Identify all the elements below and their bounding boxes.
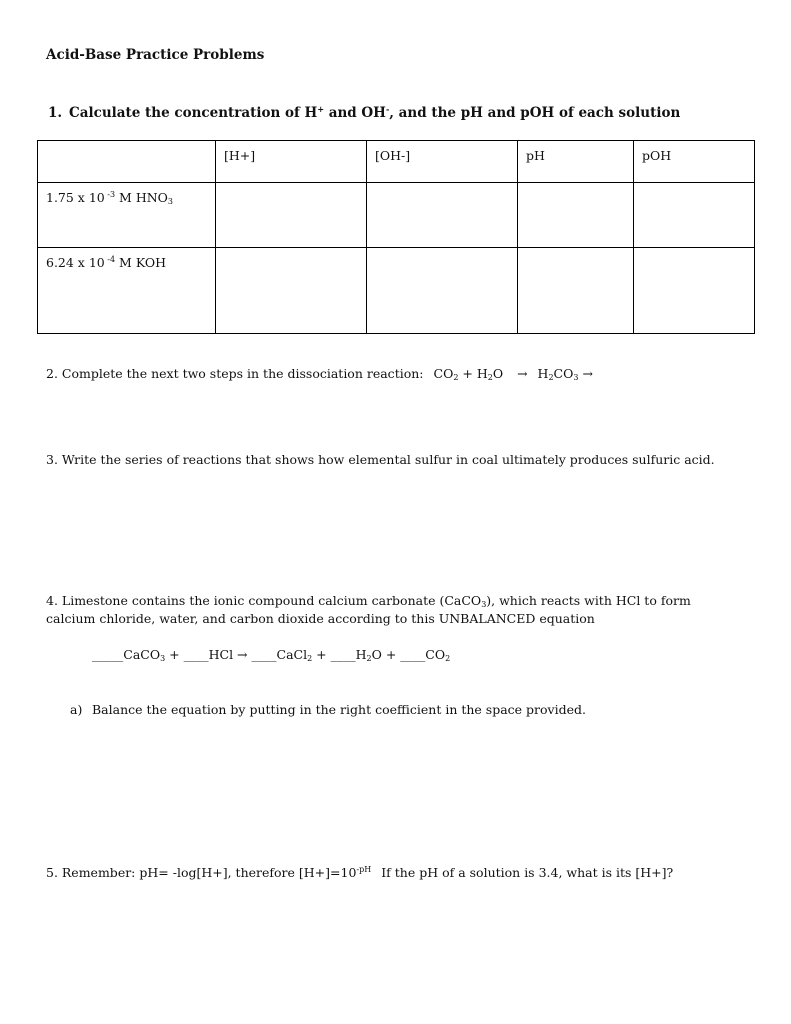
solution-label: 1.75 x 10 $^{-3}$ M $HNO_3$	[38, 183, 216, 248]
answer-cell[interactable]	[216, 183, 367, 248]
table-header-cell: [H+]	[216, 141, 367, 183]
answer-cell[interactable]	[518, 183, 634, 248]
answer-cell[interactable]	[518, 248, 634, 334]
question-1-number: 1.	[48, 105, 63, 121]
table-row	[38, 183, 755, 248]
question-1-text-a: Calculate the concentration of H	[69, 105, 318, 121]
arrow-icon: →	[517, 366, 528, 381]
unbalanced-equation: _____CaCO$_3$ + ____HCl → ____CaCl$_2$ + $\_\_\_\_H_2O$ + $\_\_\_\_CO_2$	[92, 647, 451, 663]
table-header-cell: pH	[518, 141, 634, 183]
page-title: Acid-Base Practice Problems	[46, 47, 265, 63]
question-4-line-2: calcium chloride, water, and carbon dioxide according to this UNBALANCED equation	[46, 611, 595, 626]
question-4a: a) Balance the equation by putting in the right coefficient in the space provided.	[70, 702, 586, 717]
solution-label: 6.24 x 10 $^{-4}$ M KOH	[38, 248, 216, 334]
table-header-cell: pOH	[634, 141, 755, 183]
table-header-cell: [OH-]	[367, 141, 518, 183]
answer-cell[interactable]	[634, 183, 755, 248]
question-4-line-1: 4. Limestone contains the ionic compound calcium carbonate (CaCO$_3$), which reacts with HCl to form	[46, 593, 691, 609]
arrow-icon: →	[237, 647, 248, 662]
table-row	[38, 248, 755, 334]
question-1: 1. Calculate the concentration of H+ and OH-, and the pH and pOH of each solution	[48, 104, 681, 121]
answer-cell[interactable]	[367, 248, 518, 334]
answer-cell[interactable]	[216, 248, 367, 334]
table-header-row	[38, 141, 755, 183]
question-3: 3. Write the series of reactions that shows how elemental sulfur in coal ultimately produces sulfuric acid.	[46, 452, 715, 467]
arrow-icon: →	[582, 366, 593, 381]
question-2: 2. Complete the next two steps in the dissociation reaction: $CO_2 + H_2O \to H_2CO_3$ →	[46, 366, 593, 382]
answer-table	[37, 140, 755, 334]
question-5: 5. Remember: pH= -log[H+], therefore $[H+]=10^{-pH}$ If the pH of a solution is 3.4, what is its [H+]?	[46, 865, 674, 880]
answer-cell[interactable]	[634, 248, 755, 334]
table-header-cell	[38, 141, 216, 183]
answer-cell[interactable]	[367, 183, 518, 248]
